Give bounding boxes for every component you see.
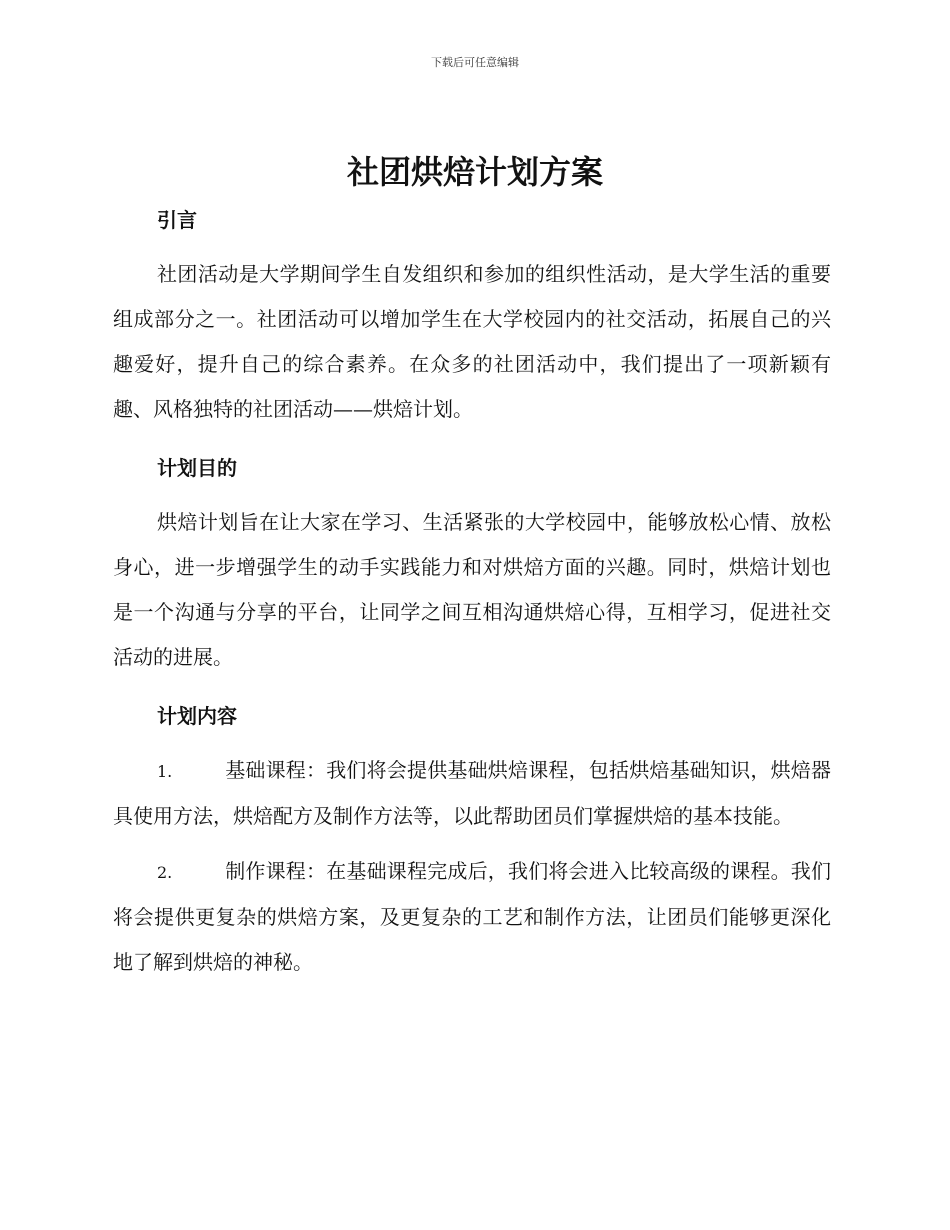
- list-item-text: 基础课程：我们将会提供基础烘焙课程，包括烘焙基础知识，烘焙器具使用方法，烘焙配方及制作方法等，以此帮助团员们掌握烘焙的基本技能。: [113, 758, 831, 828]
- list-item: [113, 849, 831, 985]
- list-item-text: 制作课程：在基础课程完成后，我们将会进入比较高级的课程。我们将会提供更复杂的烘焙方案，及更复杂的工艺和制作方法，让团员们能够更深化地了解到烘焙的神秘。: [113, 859, 831, 974]
- section-heading-purpose: 计划目的: [157, 456, 237, 480]
- section-heading-content: 计划内容: [157, 704, 237, 728]
- list-item-number: 2.: [157, 863, 173, 882]
- section-paragraph-intro: 社团活动是大学期间学生自发组织和参加的组织性活动，是大学生活的重要组成部分之一。社团活动可以增加学生在大学校园内的社交活动，拓展自己的兴趣爱好，提升自己的综合素养。在众多的社团活动中，我们提出了一项新颖有趣、风格独特的社团活动——烘焙计划。: [113, 262, 831, 421]
- section-paragraph-purpose: 烘焙计划旨在让大家在学习、生活紧张的大学校园中，能够放松心情、放松身心，进一步增强学生的动手实践能力和对烘焙方面的兴趣。同时，烘焙计划也是一个沟通与分享的平台，让同学之间互相沟通烘焙心得，互相学习，促进社交活动的进展。: [113, 510, 831, 669]
- document-body: [113, 204, 831, 985]
- document-title: 社团烘焙计划方案: [346, 153, 603, 191]
- list-item: [113, 748, 831, 839]
- page-header-note: 下载后可任意编辑: [431, 56, 519, 69]
- section-heading-intro: 引言: [157, 208, 197, 232]
- list-item-number: 1.: [157, 762, 173, 781]
